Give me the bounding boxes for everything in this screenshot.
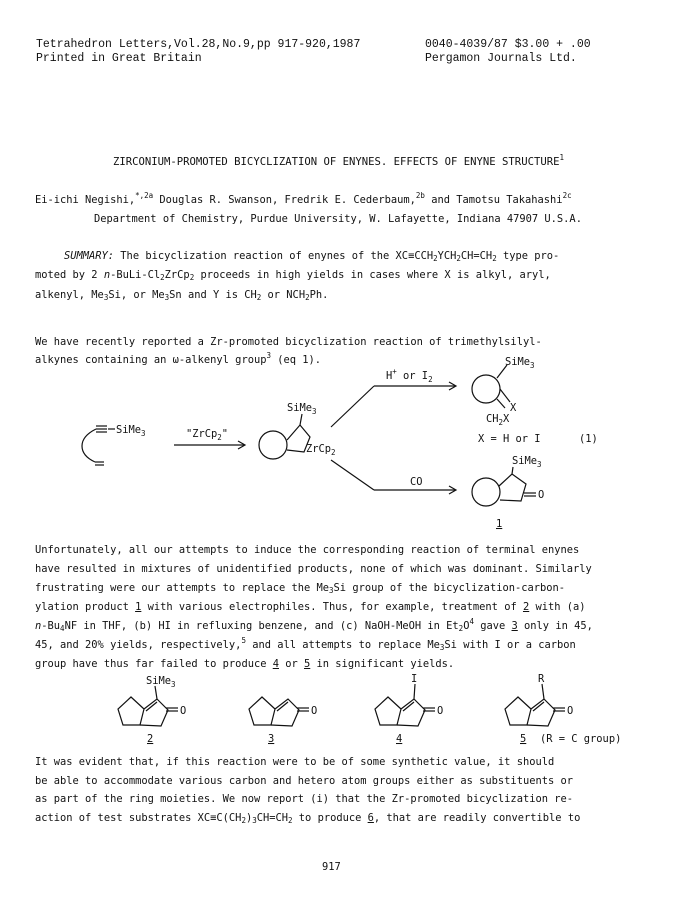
compound-3-ring-a: [249, 697, 275, 725]
para-text: CH=CH: [256, 812, 289, 824]
compound-4-o: O: [437, 705, 444, 717]
summary-text: alkenyl, Me: [35, 289, 104, 301]
product-lower-sime3: SiMe$_3$: [512, 455, 542, 469]
para2-line-6: 45, and 20% yields, respectively,$^5$ and all attempts to replace $Me_3Si$ with I or a carbon: [35, 636, 576, 652]
product-upper-sime3: SiMe$_3$: [505, 356, 535, 370]
para-text: or: [278, 658, 305, 670]
summary-text: type pro-: [496, 250, 560, 262]
compound-2-label: 2: [147, 733, 154, 745]
affiliation: Department of Chemistry, Purdue University, W. Lafayette, Indiana 47907 U.S.A.: [94, 213, 582, 225]
summary-text: or NCH: [261, 289, 306, 301]
compound-4-ring-b: [397, 699, 425, 726]
para2-line-7: [35, 657, 454, 671]
ref-sup: 5: [241, 636, 246, 645]
summary-line-3: alkenyl, $Me_3Si$, or $Me_3Sn$ and Y is $CH_2$ or $NCH_2Ph$.: [35, 289, 329, 302]
compound-4-ring-a: [375, 697, 401, 725]
branch-upper: [331, 386, 374, 427]
paper-title: [113, 153, 564, 168]
para-text: Si group of the bicyclization-carbon-: [333, 582, 566, 594]
reagent-h-or-i2: H+ or $I_2$: [386, 367, 433, 384]
para3-line-3: as part of the ring moieties. We now report (i) that the Zr-promoted bicyclization re-: [35, 793, 573, 805]
compound-5-label: 5: [520, 733, 527, 745]
para2-line-5: $n-Bu_4NF$ in THF, (b) HI in refluxing benzene, and (c) NaOH-MeOH in $Et_2O^4$ gave 3 only in 45,: [35, 617, 593, 633]
compound-4-label: 4: [396, 733, 403, 745]
compound-5-ring-b: [527, 699, 555, 726]
para-text: action of test substrates XC≡C(CH: [35, 812, 242, 824]
para1-line-1: We have recently reported a Zr-promoted bicyclization reaction of trimethylsilyl-: [35, 336, 542, 348]
ref-sup: 3: [266, 351, 271, 360]
para-text: -Bu: [41, 620, 61, 632]
author-2: Douglas R. Swanson, Fredrik E. Cederbaum,: [153, 194, 416, 206]
para2-line-4: [35, 600, 586, 614]
para-text: only in 45,: [517, 620, 593, 632]
para3-line-2: be able to accommodate various carbon and hetero atom groups either as substituents or: [35, 775, 573, 787]
summary-text: Ph.: [309, 289, 329, 301]
compound-2-ring-a: [118, 697, 144, 725]
summary-text: n: [103, 269, 111, 281]
compound-3-ring-b: [271, 699, 299, 726]
para-text: 45, and 20% yields, respectively,: [35, 639, 242, 651]
para-text: frustrating were our attempts to replace the Me: [35, 582, 330, 594]
summary-label: SUMMARY:: [64, 250, 115, 262]
summary-text: moted by 2: [35, 269, 104, 281]
para-text: and all attempts to replace Me: [245, 639, 440, 651]
enyne-chain: [82, 429, 96, 462]
title-ref: 1: [559, 153, 564, 162]
para-text: NF in THF, (b) HI in refluxing benzene, and (c) NaOH-MeOH in Et: [64, 620, 459, 632]
branch-lower: [331, 460, 374, 490]
page-number: 917: [322, 861, 341, 873]
compound-3-label: 3: [268, 733, 275, 745]
compound-4-iodo: I: [411, 673, 418, 685]
para2-line-2: have resulted in mixtures of unidentified products, none of which was dominant. Similarly: [35, 563, 592, 575]
equation-label: (1): [579, 433, 598, 445]
summary-text: Si, or Me: [108, 289, 165, 301]
compound-1-label: 1: [496, 518, 503, 530]
compound-2-sime3: SiMe$_3$: [146, 675, 176, 689]
compound-5-r: R: [538, 673, 545, 685]
product-lower-ring: [472, 478, 500, 506]
compound-3-o: O: [311, 705, 318, 717]
authors: [35, 193, 572, 207]
publisher: Pergamon Journals Ltd.: [425, 52, 577, 65]
zirconacycle: [287, 425, 310, 452]
compound-2-ring-b: [140, 699, 168, 726]
author-2-sup: 2b: [415, 191, 425, 200]
para-text: , that are readily convertible to: [373, 812, 581, 824]
para-text: n: [35, 620, 42, 632]
zrcp2-reagent: "ZrCp$_2$": [186, 428, 229, 442]
reagent-sime3: SiMe$_3$: [116, 424, 146, 438]
product-upper-ch2x: $CH_2X$: [486, 413, 510, 427]
compound-ref: 1: [135, 601, 142, 613]
compound-ref: 4: [272, 658, 279, 670]
intermediate-sime3: SiMe$_3$: [287, 402, 317, 416]
title-text: ZIRCONIUM-PROMOTED BICYCLIZATION OF ENYNES. EFFECTS OF ENYNE STRUCTURE: [113, 156, 560, 168]
journal-citation: Tetrahedron Letters,Vol.28,No.9,pp 917-920,1987: [36, 38, 361, 51]
para-text: ylation product: [35, 601, 136, 613]
para-text: Si with I or a carbon: [444, 639, 576, 651]
reagent-co: CO: [410, 476, 423, 488]
para3-line-1: It was evident that, if this reaction were to be of some synthetic value, it should: [35, 756, 555, 768]
summary-line-2: moted by 2 $n-BuLi-Cl_2ZrCp_2$ proceeds in high yields in cases where X is alkyl, aryl,: [35, 269, 551, 282]
compound-2-o: O: [180, 705, 187, 717]
para-text: with various electrophiles. Thus, for example, treatment of: [141, 601, 523, 613]
compound-5-note: (R = C group): [540, 733, 622, 745]
para1-line-2: [35, 353, 321, 367]
para-text: with (a): [529, 601, 586, 613]
compound-ref: 3: [511, 620, 518, 632]
carbonyl-o: O: [538, 489, 545, 501]
price-code: 0040-4039/87 $3.00 + .00: [425, 38, 591, 51]
summary-text: CH=CH: [460, 250, 493, 262]
para-text: group have thus far failed to produce: [35, 658, 273, 670]
summary-text: proceeds in high yields in cases where X is alkyl, aryl,: [194, 269, 551, 281]
para-text: in significant yields.: [310, 658, 455, 670]
para-text: alkynes containing an ω-alkenyl group: [35, 354, 267, 366]
para-text: ): [245, 812, 253, 824]
intermediate-zrcp2: ZrCp$_2$: [306, 443, 336, 457]
summary-text: ZrCp: [164, 269, 190, 281]
summary-text: YCH: [437, 250, 457, 262]
author-3: and Tamotsu Takahashi: [424, 194, 563, 206]
summary-text: -BuLi-Cl: [110, 269, 161, 281]
printed-in: Printed in Great Britain: [36, 52, 202, 65]
para2-line-3: frustrating were our attempts to replace the $Me_3Si$ group of the bicyclization-carbon-: [35, 582, 566, 595]
para-text: (eq 1).: [270, 354, 322, 366]
cyclopentenone: [499, 474, 526, 501]
para-text: to produce: [292, 812, 368, 824]
para-text: gave: [473, 620, 512, 632]
summary-line-1: SUMMARY: The bicyclization reaction of enynes of the $XC\equiv CCH_2YCH_2CH=CH_2$ type pro-: [64, 250, 560, 263]
summary-text: The bicyclization reaction of enynes of the XC≡CCH: [114, 250, 434, 262]
para3-line-4: action of test substrates $XC\equiv C(CH_2)_3CH=CH_2$ to produce 6, that are readily convertible to: [35, 812, 581, 825]
author-1: Ei-ichi Negishi,: [35, 194, 136, 206]
summary-text: Sn and Y is CH: [169, 289, 257, 301]
condition-x: X = H or I: [478, 433, 541, 445]
product-upper-x: X: [510, 402, 517, 414]
intermediate-ring: [259, 431, 287, 459]
para-text: O: [463, 620, 470, 632]
product-upper-ring: [472, 375, 500, 403]
compound-ref: 6: [367, 812, 374, 824]
compound-5-ring-a: [505, 697, 531, 725]
para2-line-1: Unfortunately, all our attempts to induce the corresponding reaction of terminal enynes: [35, 544, 580, 556]
compound-5-o: O: [567, 705, 574, 717]
compound-ref: 5: [304, 658, 311, 670]
author-3-sup: 2c: [562, 191, 572, 200]
author-1-sup: *,2a: [135, 191, 154, 200]
compound-ref: 2: [522, 601, 530, 613]
